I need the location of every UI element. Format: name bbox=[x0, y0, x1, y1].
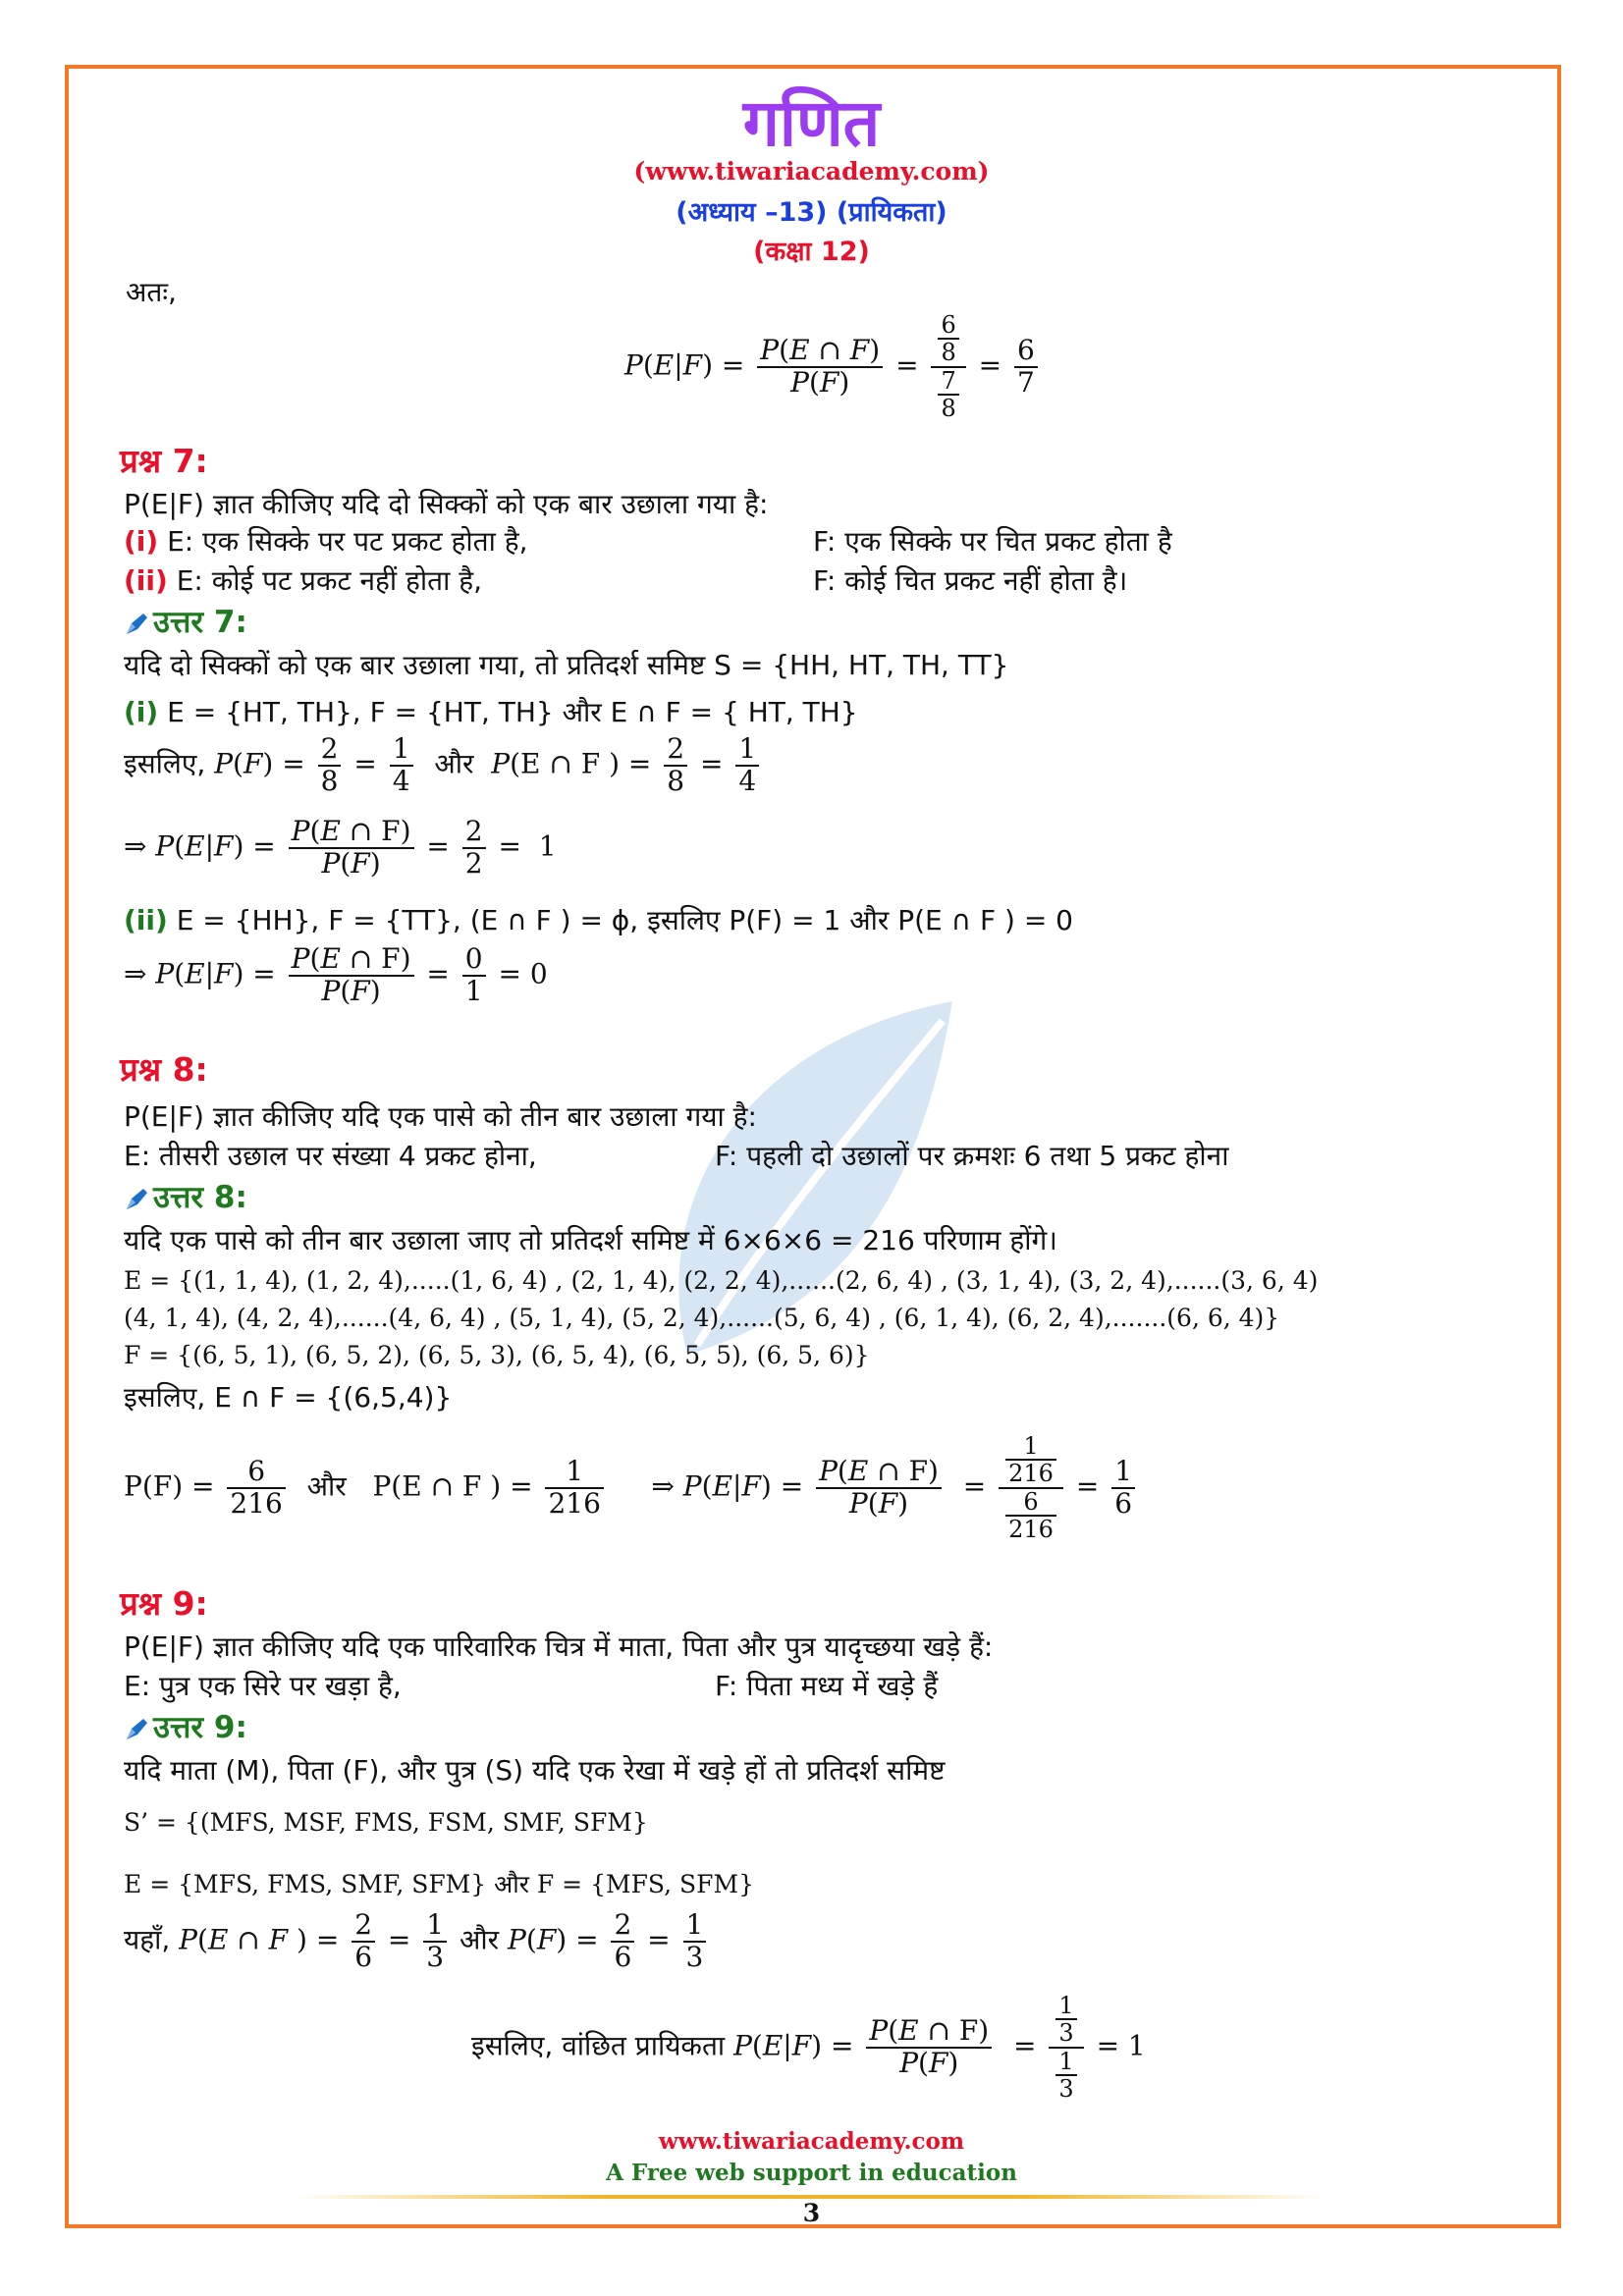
pen-icon bbox=[124, 1187, 149, 1212]
question-8-heading: प्रश्न 8: bbox=[120, 1050, 208, 1089]
answer-8-result: P(F) = $\frac{6}{216}$ और P(E ∩ F ) = $\frac{1}{216}$ ⇒ P(E|F) = $\frac{P(E \cap F)}{P(F)}$ = $\frac{\frac{1}{216}}{\frac{6}{216}}$ = $\frac{1}{6}$ bbox=[124, 1433, 1139, 1543]
question-9-event-e: E: पुत्र एक सिरे पर खड़ा है, bbox=[124, 1670, 402, 1702]
answer-8-set-e-line2: (4, 1, 4), (4, 2, 4),......(4, 6, 4) , (5, 1, 4), (5, 2, 4),......(5, 6, 4) , (6, 1, 4), (6, 2, 4),.......(6, 6, 4)} bbox=[124, 1304, 1280, 1332]
answer-9-sample-space: S’ = {(MFS, MSF, FMS, FSM, SMF, SFM} bbox=[124, 1808, 648, 1837]
header-url: (www.tiwariacademy.com) bbox=[633, 157, 990, 186]
part-ii-label: (ii) bbox=[124, 564, 168, 597]
answer-8-heading: उत्तर 8: bbox=[153, 1180, 247, 1215]
answer-7-i-result: ⇒ P(E|F) = $\frac{P(E \cap F)}{P(F)}$ = $\frac{2}{2}$ = 1 bbox=[124, 815, 557, 880]
question-8-event-f: F: पहली दो उछालों पर क्रमशः 6 तथा 5 प्रकट होना bbox=[715, 1140, 1229, 1172]
answer-8-heading-row bbox=[124, 1176, 247, 1217]
watermark-leaf-logo bbox=[628, 982, 1001, 1394]
answer-9-final: इसलिए, वांछित प्रायिकता P(E|F) = $\frac{P(E \cap F)}{P(F)}$ = $\frac{\frac{1}{3}}{\frac{1}{3}}$ = 1 bbox=[471, 1992, 1146, 2104]
answer-part-ii-sets: E = {HH}, F = {TT}, (E ∩ F ) = ϕ, इसलिए P(F) = 1 और P(E ∩ F ) = 0 bbox=[176, 904, 1073, 936]
question-7-heading: प्रश्न 7: bbox=[120, 442, 208, 480]
page-number: 3 bbox=[802, 2199, 821, 2227]
question-7-part-ii bbox=[124, 561, 482, 599]
page-title: गणित bbox=[742, 85, 881, 161]
question-8-statement: P(E|F) ज्ञात कीजिए यदि एक पासे को तीन बार उछाला गया है: bbox=[124, 1100, 757, 1133]
part-i-label: (i) bbox=[124, 525, 159, 558]
answer-9-heading: उत्तर 9: bbox=[153, 1710, 247, 1745]
question-9-statement: P(E|F) ज्ञात कीजिए यदि एक पारिवारिक चित्र में माता, पिता और पुत्र यादृच्छया खड़े हैं: bbox=[124, 1630, 994, 1663]
answer-9-heading-row bbox=[124, 1706, 247, 1747]
answer-7-i-probabilities: इसलिए, P(F) = $\frac{2}{8}$ = $\frac{1}{4}$ और P(E ∩ F ) = $\frac{2}{8}$ = $\frac{1}{4}$ bbox=[124, 734, 763, 797]
question-9-heading: प्रश्न 9: bbox=[120, 1584, 208, 1623]
class-label: (कक्षा 12) bbox=[753, 237, 870, 267]
answer-9-sets: E = {MFS, FMS, SMF, SFM} और F = {MFS, SFM} bbox=[124, 1870, 755, 1898]
answer-9-probabilities: यहाँ, P(E ∩ F ) = $\frac{2}{6}$ = $\frac{1}{3}$ और P(F) = $\frac{2}{6}$ = $\frac{1}{3}$ bbox=[124, 1910, 710, 1973]
answer-9-intro: यदि माता (M), पिता (F), और पुत्र (S) यदि एक रेखा में खड़े हों तो प्रतिदर्श समिष्ट bbox=[124, 1754, 946, 1787]
question-7-part-i bbox=[124, 522, 528, 560]
part-ii-event-f: F: कोई चित प्रकट नहीं होता है। bbox=[813, 564, 1128, 597]
answer-8-intersection: इसलिए, E ∩ F = {(6,5,4)} bbox=[124, 1381, 453, 1414]
answer-7-sample-space: यदि दो सिक्कों को एक बार उछाला गया, तो प्रतिदर्श समिष्ट S = {HH, HT, TH, TT} bbox=[124, 649, 1009, 681]
pen-icon bbox=[124, 1717, 149, 1742]
pen-icon bbox=[124, 612, 149, 637]
answer-8-set-e-line1: E = {(1, 1, 4), (1, 2, 4),.....(1, 6, 4) , (2, 1, 4), (2, 2, 4),......(2, 6, 4) , (3, 1, 4), (3, 2, 4),......(3, 6, 4) bbox=[124, 1266, 1319, 1295]
answer-7-heading: उत्तर 7: bbox=[153, 605, 247, 640]
answer-7-heading-row bbox=[124, 601, 247, 642]
chapter-label: (अध्याय –13) (प्रायिकता) bbox=[676, 197, 947, 228]
answer-8-sample-space: यदि एक पासे को तीन बार उछाला जाए तो प्रतिदर्श समिष्ट में 6×6×6 = 216 परिणाम होंगे। bbox=[124, 1224, 1057, 1256]
footer-tagline: A Free web support in education bbox=[606, 2160, 1017, 2186]
answer-part-i-label: (i) bbox=[124, 696, 159, 728]
footer-url: www.tiwariacademy.com bbox=[658, 2128, 965, 2155]
prev-intro: अतः, bbox=[126, 276, 177, 308]
part-ii-event-e: E: कोई पट प्रकट नहीं होता है, bbox=[176, 564, 483, 597]
prev-equation: P(E|F) = $\frac{P(E \cap F)}{P(F)}$ = $\frac{\frac{6}{8}}{\frac{7}{8}}$ = $\frac{6}{7}$ bbox=[624, 312, 1042, 422]
question-9-event-f: F: पिता मध्य में खड़े हैं bbox=[715, 1670, 939, 1702]
answer-8-set-f: F = {(6, 5, 1), (6, 5, 2), (6, 5, 3), (6, 5, 4), (6, 5, 5), (6, 5, 6)} bbox=[124, 1341, 870, 1369]
answer-part-i-sets: E = {HT, TH}, F = {HT, TH} और E ∩ F = { HT, TH} bbox=[167, 696, 858, 728]
part-i-event-e: E: एक सिक्के पर पट प्रकट होता है, bbox=[167, 525, 528, 558]
question-8-event-e: E: तीसरी उछाल पर संख्या 4 प्रकट होना, bbox=[124, 1140, 537, 1172]
answer-7-part-ii bbox=[124, 901, 1073, 938]
question-7-statement: P(E|F) ज्ञात कीजिए यदि दो सिक्कों को एक बार उछाला गया है: bbox=[124, 488, 769, 520]
part-i-event-f: F: एक सिक्के पर चित प्रकट होता है bbox=[813, 525, 1172, 558]
answer-7-ii-result: ⇒ P(E|F) = $\frac{P(E \cap F)}{P(F)}$ = $\frac{0}{1}$ = 0 bbox=[124, 942, 548, 1007]
answer-7-part-i bbox=[124, 693, 858, 730]
answer-part-ii-label: (ii) bbox=[124, 904, 168, 936]
